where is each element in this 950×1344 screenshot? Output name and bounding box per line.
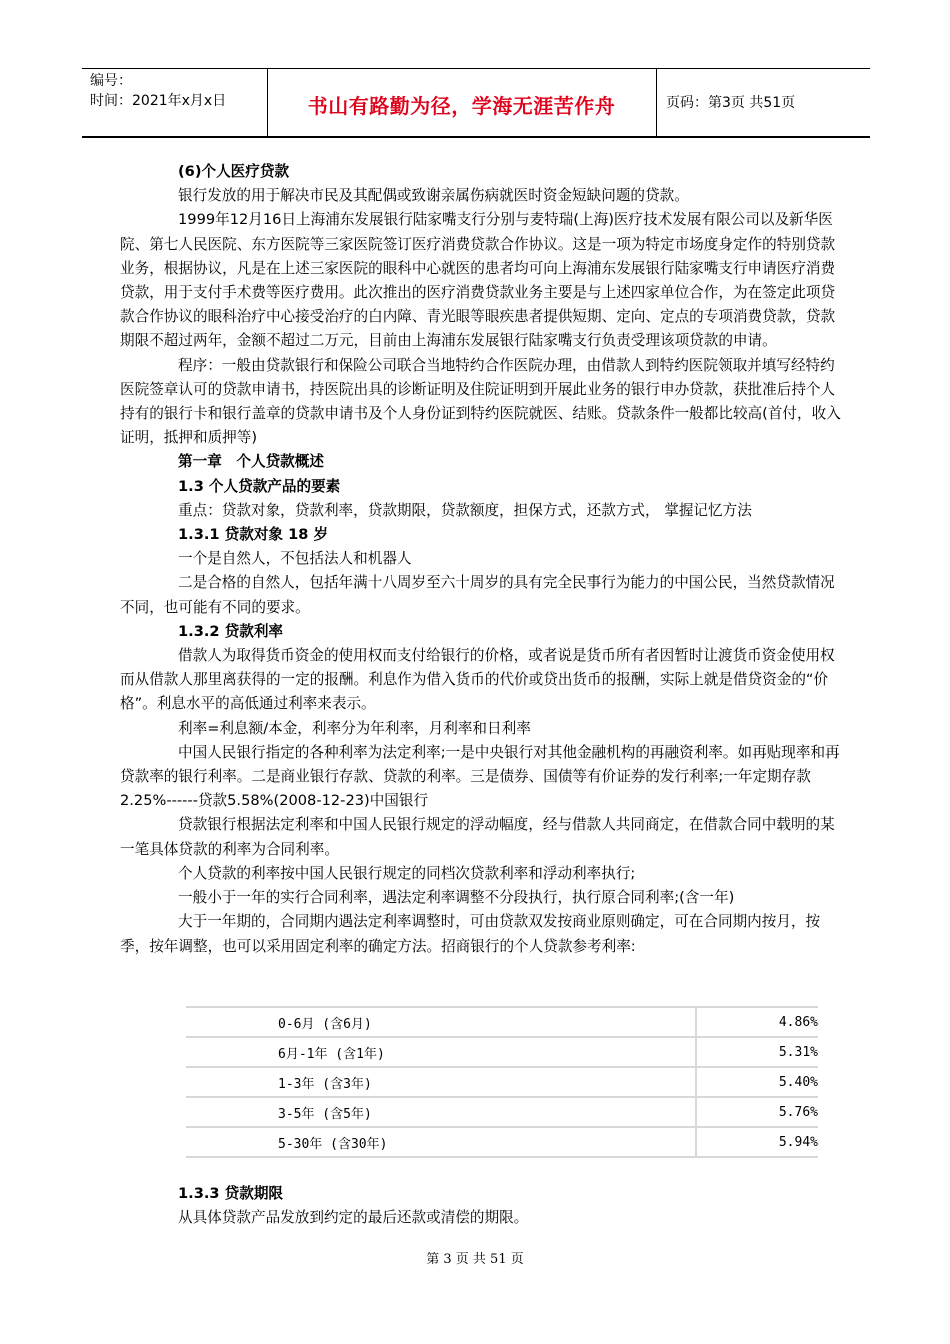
header-date: 时间：2021年x月x日	[90, 93, 227, 109]
paragraph-wrap	[120, 354, 848, 451]
document-body-continued	[178, 1182, 848, 1230]
rate-value-cell: 5.76%	[696, 1097, 818, 1127]
subsection-heading: 1.3.1 贷款对象 18 岁	[178, 526, 329, 544]
paragraph-wrap	[120, 208, 848, 353]
paragraph: 1999年12月16日上海浦东发展银行陆家嘴支行分别与麦特瑞(上海)医疗技术发展有限公司以及新华医院、第七人民医院、东方医院等三家医院签订医疗消费贷款合作协议。这是一项为特定市场度身定作的特别贷款业务，根据协议，凡是在上述三家医院的眼科中心就医的患者均可向上海浦东发展银行陆家嘴支行申请医疗消费贷款，用于支付手术费等医疗费用。此次推出的医疗消费贷款业务主要是与上述四家单位合作，为在签定此项贷款合作协议的眼科治疗中心接受治疗的白内障、青光眼等眼疾患者提供短期、定向、定点的专项消费贷款，贷款期限不超过两年，金额不超过二万元，目前由上海浦东发展银行陆家嘴支行负责受理该项贷款的申请。	[120, 211, 836, 350]
paragraph-wrap	[120, 910, 848, 958]
rate-table-body	[186, 1007, 818, 1157]
rate-value-cell: 5.94%	[696, 1127, 818, 1157]
subsection-heading: 1.3.3 贷款期限	[178, 1185, 284, 1202]
paragraph-wrap	[120, 644, 848, 717]
rate-value-cell: 5.31%	[696, 1037, 818, 1067]
rate-table	[186, 1006, 818, 1158]
paragraph: 银行发放的用于解决市民及其配偶或致谢亲属伤病就医时资金短缺问题的贷款。	[178, 187, 689, 205]
paragraph: 一个是自然人，不包括法人和机器人	[178, 550, 412, 568]
paragraph: 二是合格的自然人，包括年满十八周岁至六十周岁的具有完全民事行为能力的中国公民，当然贷款情况不同，也可能有不同的要求。	[120, 574, 835, 616]
header-number: 编号：	[90, 73, 132, 89]
paragraph-wrap	[120, 741, 848, 814]
rate-term-cell: 0-6月 (含6月)	[186, 1007, 696, 1037]
paragraph: 个人贷款的利率按中国人民银行规定的同档次贷款利率和浮动利率执行;	[178, 864, 636, 882]
page-header	[82, 68, 870, 138]
rate-row	[186, 1007, 818, 1037]
paragraph: 借款人为取得货币资金的使用权而支付给银行的价格，或者说是货币所有者因暂时让渡货币资金使用权而从借款人那里离获得的一定的报酬。利息作为借入货币的代价或贷出货币的报酬，实际上就是借贷资金的“价格”。利息水平的高低通过利率来表示。	[120, 647, 835, 713]
document-body	[120, 160, 848, 959]
header-meta	[90, 71, 226, 111]
paragraph: 程序：一般由贷款银行和保险公司联合当地特约合作医院办理，由借款人到特约医院领取并填写经特约医院签章认可的贷款申请书，持医院出具的诊断证明及住院证明到开展此业务的银行申办贷款，获批准后持个人持有的银行卡和银行盖章的贷款申请书及个人身份证到特约医院就医、结账。贷款条件一般都比较高(首付，收入证明，抵押和质押等)	[120, 356, 841, 447]
page-footer: 第 3 页 共 51 页	[426, 1252, 524, 1267]
chapter-heading: 第一章 个人贷款概述	[178, 453, 324, 471]
paragraph: 重点：贷款对象，贷款利率，贷款期限，贷款额度，担保方式，还款方式， 掌握记忆方法	[178, 501, 752, 519]
paragraph: 从具体贷款产品发放到约定的最后还款或清偿的期限。	[178, 1209, 529, 1227]
rate-term-cell: 3-5年 (含5年)	[186, 1097, 696, 1127]
paragraph: 贷款银行根据法定利率和中国人民银行规定的浮动幅度，经与借款人共同商定，在借款合同中载明的某一笔具体贷款的利率为合同利率。	[120, 816, 835, 858]
paragraph: 中国人民银行指定的各种利率为法定利率;一是中央银行对其他金融机构的再融资利率。如再贴现率和再贷款率的银行利率。二是商业银行存款、贷款的利率。三是债券、国债等有价证券的发行利率;一年定期存款 2.25%------贷款5.58%(2008-12-23)中国银行	[120, 743, 840, 810]
paragraph-wrap	[120, 571, 848, 619]
header-divider	[656, 68, 657, 138]
rate-term-cell: 6月-1年 (含1年)	[186, 1037, 696, 1067]
rate-value-cell: 4.86%	[696, 1007, 818, 1037]
header-top-rule	[82, 68, 870, 69]
paragraph: 一般小于一年的实行合同利率，遇法定利率调整不分段执行，执行原合同利率;(含一年)	[178, 889, 735, 907]
rate-row	[186, 1097, 818, 1127]
rate-term-cell: 5-30年 (含30年)	[186, 1127, 696, 1157]
rate-row	[186, 1127, 818, 1157]
subsection-heading: 1.3.2 贷款利率	[178, 622, 284, 640]
rate-value-cell: 5.40%	[696, 1067, 818, 1097]
rate-row	[186, 1067, 818, 1097]
header-page-number: 页码：第3页 共51页	[666, 95, 796, 111]
paragraph: 大于一年期的，合同期内遇法定利率调整时，可由贷款双发按商业原则确定，可在合同期内按月，按季，按年调整，也可以采用固定利率的确定方法。招商银行的个人贷款参考利率:	[120, 913, 821, 955]
paragraph-wrap	[120, 813, 848, 861]
rate-term-cell: 1-3年 (含3年)	[186, 1067, 696, 1097]
section-title: (6)个人医疗贷款	[178, 163, 290, 180]
section-heading: 1.3 个人贷款产品的要素	[178, 477, 341, 495]
rate-row	[186, 1037, 818, 1067]
header-bottom-rule	[82, 136, 870, 138]
paragraph: 利率=利息额/本金，利率分为年利率，月利率和日利率	[178, 719, 531, 737]
header-motto: 书山有路勤为径，学海无涯苦作舟	[307, 94, 616, 118]
